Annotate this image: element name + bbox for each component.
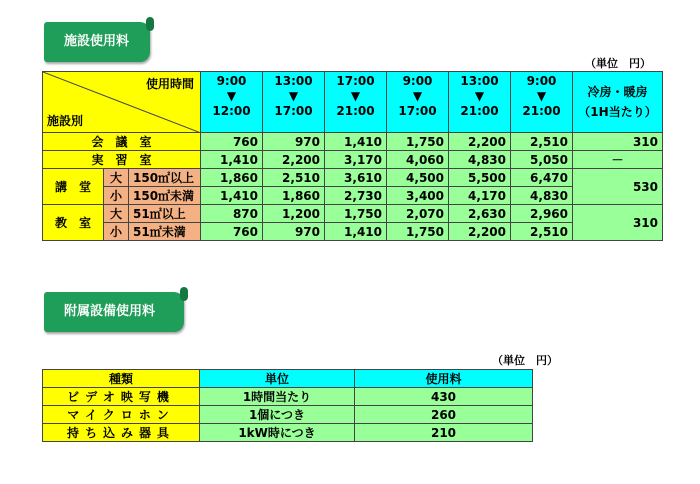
fee-cell: 1,410 xyxy=(325,133,387,151)
size-label: 大 xyxy=(104,205,129,223)
facility-name: 会 議 室 xyxy=(43,133,201,151)
equipment-fee: 260 xyxy=(355,406,533,424)
fee-cell: 5,500 xyxy=(449,169,511,187)
banner-curl xyxy=(180,287,188,301)
section-title: 附属設備使用料 xyxy=(64,304,156,319)
time-header-3: 17:00 ▼ 21:00 xyxy=(325,72,387,133)
fee-cell: 2,510 xyxy=(511,223,573,241)
fee-cell: 4,830 xyxy=(449,151,511,169)
fee-cell: 6,470 xyxy=(511,169,573,187)
unit-note: （単位 円） xyxy=(492,354,558,367)
fee-cell: 2,510 xyxy=(263,169,325,187)
fee-cell: 2,630 xyxy=(449,205,511,223)
fee-cell: 3,610 xyxy=(325,169,387,187)
section-banner-facility xyxy=(44,22,150,62)
fee-cell: 1,860 xyxy=(201,169,263,187)
fee-cell: 4,060 xyxy=(387,151,449,169)
arrow-down-icon: ▼ xyxy=(536,89,547,103)
col-label: 使用時間 xyxy=(145,77,194,91)
time-header-2: 13:00 ▼ 17:00 xyxy=(263,72,325,133)
unit-note: （単位 円） xyxy=(585,57,651,70)
fee-cell: 1,860 xyxy=(263,187,325,205)
table-row-kyoshitsu-small xyxy=(43,223,663,241)
facility-name: 講 堂 xyxy=(43,169,104,205)
facility-fee-table xyxy=(42,71,663,241)
row-label: 施設別 xyxy=(47,114,84,128)
arrow-down-icon: ▼ xyxy=(350,89,361,103)
fee-cell: 760 xyxy=(201,133,263,151)
equipment-unit: 1kW時につき xyxy=(200,424,355,442)
arrow-down-icon: ▼ xyxy=(288,89,299,103)
table-row-jisshu xyxy=(43,151,663,169)
arrow-down-icon: ▼ xyxy=(474,89,485,103)
ac-header: 冷房・暖房 （1H当たり） xyxy=(573,72,663,133)
fee-cell: 1,410 xyxy=(201,187,263,205)
arrow-down-icon: ▼ xyxy=(412,89,423,103)
ac-fee-cell: 530 xyxy=(573,169,663,205)
area-label: 150㎡以上 xyxy=(129,169,201,187)
time-header-5: 13:00 ▼ 21:00 xyxy=(449,72,511,133)
area-label: 51㎡未満 xyxy=(129,223,201,241)
time-header-1: 9:00 ▼ 12:00 xyxy=(201,72,263,133)
fee-cell: 4,830 xyxy=(511,187,573,205)
header-diagonal-cell xyxy=(43,72,201,133)
fee-cell: 2,510 xyxy=(511,133,573,151)
size-label: 大 xyxy=(104,169,129,187)
banner-curl xyxy=(146,17,154,31)
size-label: 小 xyxy=(104,223,129,241)
fee-cell: 1,750 xyxy=(325,205,387,223)
header-row xyxy=(43,72,663,133)
ac-fee-cell: 310 xyxy=(573,205,663,241)
fee-cell: 4,170 xyxy=(449,187,511,205)
fee-cell: 2,200 xyxy=(449,223,511,241)
ac-fee-cell: 310 xyxy=(573,133,663,151)
equipment-type: ビデオ映写機 xyxy=(43,388,200,406)
table-row-kodo-large xyxy=(43,169,663,187)
section-banner-equipment xyxy=(44,292,184,332)
equipment-unit: 1時間当たり xyxy=(200,388,355,406)
facility-name: 実 習 室 xyxy=(43,151,201,169)
equipment-fee: 210 xyxy=(355,424,533,442)
fee-cell: 4,500 xyxy=(387,169,449,187)
size-label: 小 xyxy=(104,187,129,205)
time-header-6: 9:00 ▼ 21:00 xyxy=(511,72,573,133)
area-label: 51㎡以上 xyxy=(129,205,201,223)
table-row xyxy=(43,406,533,424)
table-row-kaigi xyxy=(43,133,663,151)
equipment-unit: 1個につき xyxy=(200,406,355,424)
fee-cell: 3,400 xyxy=(387,187,449,205)
column-header: 使用料 xyxy=(355,370,533,388)
table-row xyxy=(43,424,533,442)
fee-cell: 1,200 xyxy=(263,205,325,223)
equipment-type: マイクロホン xyxy=(43,406,200,424)
fee-cell: 870 xyxy=(201,205,263,223)
arrow-down-icon: ▼ xyxy=(226,89,237,103)
table-row-kyoshitsu-large xyxy=(43,205,663,223)
fee-cell: 2,730 xyxy=(325,187,387,205)
equipment-type: 持ち込み器具 xyxy=(43,424,200,442)
ac-fee-cell: － xyxy=(573,151,663,169)
time-header-4: 9:00 ▼ 17:00 xyxy=(387,72,449,133)
equipment-fee: 430 xyxy=(355,388,533,406)
fee-cell: 970 xyxy=(263,133,325,151)
fee-cell: 3,170 xyxy=(325,151,387,169)
table-row-kodo-small xyxy=(43,187,663,205)
facility-name: 教 室 xyxy=(43,205,104,241)
fee-cell: 2,070 xyxy=(387,205,449,223)
column-header: 種類 xyxy=(43,370,200,388)
header-row xyxy=(43,370,533,388)
fee-cell: 760 xyxy=(201,223,263,241)
table-row xyxy=(43,388,533,406)
equipment-fee-table xyxy=(42,369,533,442)
column-header: 単位 xyxy=(200,370,355,388)
fee-cell: 970 xyxy=(263,223,325,241)
section-title: 施設使用料 xyxy=(64,34,130,49)
fee-cell: 1,410 xyxy=(201,151,263,169)
fee-cell: 1,750 xyxy=(387,133,449,151)
fee-cell: 2,200 xyxy=(449,133,511,151)
fee-cell: 1,750 xyxy=(387,223,449,241)
fee-cell: 2,200 xyxy=(263,151,325,169)
area-label: 150㎡未満 xyxy=(129,187,201,205)
fee-cell: 1,410 xyxy=(325,223,387,241)
fee-cell: 2,960 xyxy=(511,205,573,223)
fee-cell: 5,050 xyxy=(511,151,573,169)
